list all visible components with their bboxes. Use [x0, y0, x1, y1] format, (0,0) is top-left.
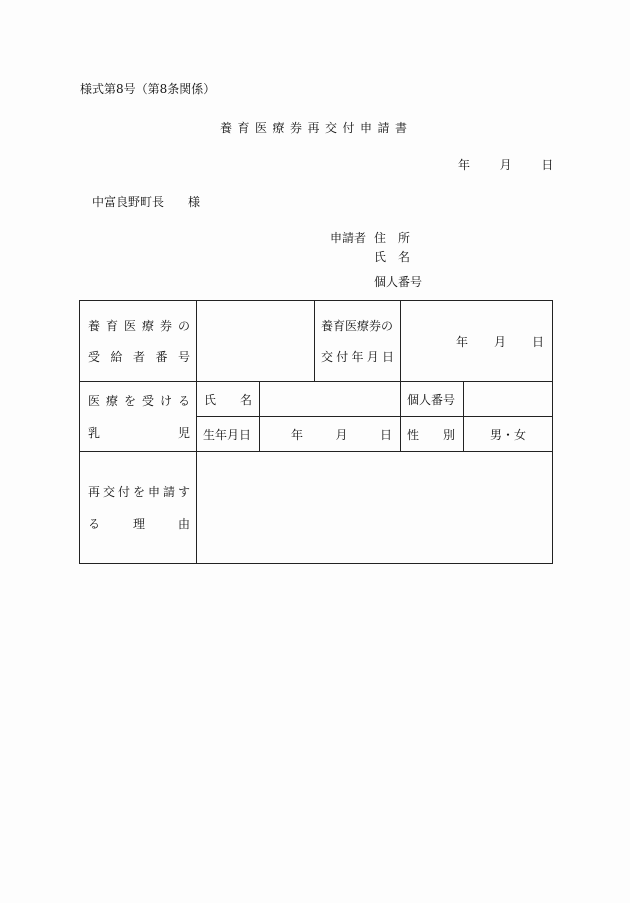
- recipient-number-label-line1: 養育医療券の: [88, 318, 190, 333]
- applicant-address-label: 住 所: [374, 231, 411, 245]
- infant-name-label: 氏 名: [204, 392, 253, 407]
- birth-year-label: 年: [291, 427, 304, 442]
- infant-name-label-cell: [197, 382, 260, 417]
- issue-date-month-label: 月: [493, 334, 506, 349]
- infant-personal-number-input[interactable]: [464, 382, 553, 417]
- application-table: [79, 300, 553, 564]
- issue-date-label-line2: 交付年月日: [321, 349, 394, 364]
- infant-label-cell: [80, 382, 197, 452]
- application-date: [458, 156, 553, 173]
- reason-label-line1: 再交付を申請す: [88, 484, 190, 499]
- recipient-number-label-cell: [80, 301, 197, 382]
- recipient-row: [80, 301, 553, 382]
- reason-label-char-2: 理: [132, 516, 145, 531]
- reason-label-cell: [80, 452, 197, 564]
- issue-date-input[interactable]: [401, 301, 553, 382]
- reason-label-char-1: る: [88, 516, 101, 531]
- infant-name-row: [80, 382, 553, 417]
- applicant-personal-number-label: 個人番号: [374, 275, 423, 289]
- reason-label-char-3: 由: [177, 516, 190, 531]
- date-day-label: 日: [541, 158, 554, 172]
- birthdate-label: 生年月日: [203, 427, 252, 442]
- infant-label-line1: 医療を受ける: [88, 393, 190, 408]
- sex-label-cell: [401, 417, 464, 452]
- infant-label-line2-left: 乳: [88, 425, 101, 440]
- applicant-name-label: 氏 名: [374, 250, 411, 264]
- birth-day-label: 日: [379, 427, 392, 442]
- issue-date-label-cell: [315, 301, 401, 382]
- date-month-label: 月: [499, 158, 512, 172]
- applicant-label: 申請者: [330, 231, 367, 245]
- form-number: 様式第8号（第8条関係）: [80, 82, 216, 96]
- infant-label-line2-right: 児: [177, 425, 190, 440]
- birthdate-label-cell: [197, 417, 260, 452]
- birthdate-input[interactable]: [260, 417, 401, 452]
- infant-personal-number-label: 個人番号: [407, 392, 456, 407]
- recipient-number-label-line2: 受給者番号: [88, 349, 190, 364]
- reason-row: [80, 452, 553, 564]
- birth-month-label: 月: [335, 427, 348, 442]
- sex-label: 性 別: [407, 427, 456, 442]
- issue-date-label-line1: 養育医療券の: [321, 318, 394, 333]
- sex-value-cell[interactable]: [464, 417, 553, 452]
- date-year-label: 年: [458, 158, 471, 172]
- sex-options[interactable]: 男・女: [490, 427, 527, 442]
- issue-date-day-label: 日: [532, 334, 545, 349]
- issue-date-year-label: 年: [455, 334, 468, 349]
- infant-name-input[interactable]: [260, 382, 401, 417]
- addressee: 中富良野町長 様: [92, 195, 201, 209]
- reason-input[interactable]: [197, 452, 553, 564]
- recipient-number-input[interactable]: [197, 301, 315, 382]
- document-title: 養育医療券再交付申請書: [220, 121, 413, 135]
- infant-personal-number-label-cell: [401, 382, 464, 417]
